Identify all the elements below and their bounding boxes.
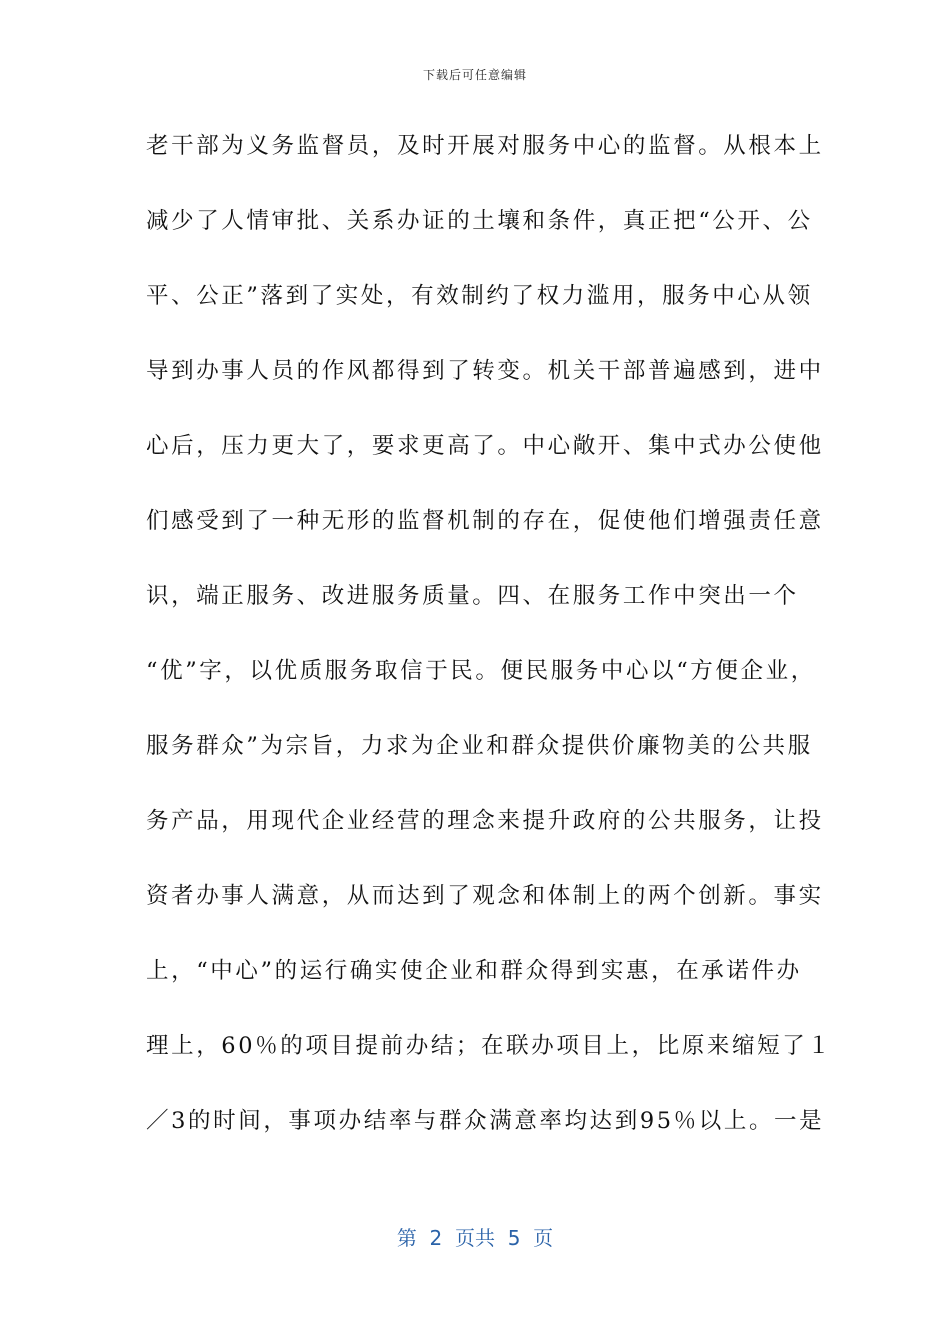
- body-line: 导到办事人员的作风都得到了转变。机关干部普遍感到，进中: [146, 358, 824, 384]
- body-line: 识，端正服务、改进服务质量。四、在服务工作中突出一个: [146, 583, 799, 609]
- body-line: 们感受到了一种无形的监督机制的存在，促使他们增强责任意: [146, 508, 824, 534]
- body-line: 平、公正”落到了实处，有效制约了权力滥用，服务中心从领: [146, 283, 813, 309]
- body-line: 理上，60％的项目提前办结；在联办项目上，比原来缩短了１: [146, 1033, 833, 1059]
- document-body: [146, 122, 833, 1172]
- body-line: 心后，压力更大了，要求更高了。中心敞开、集中式办公使他: [146, 433, 824, 459]
- body-line: 老干部为义务监督员，及时开展对服务中心的监督。从根本上: [146, 133, 824, 159]
- body-line: 务产品，用现代企业经营的理念来提升政府的公共服务，让投: [146, 808, 824, 834]
- body-line: 上，“中心”的运行确实使企业和群众得到实惠，在承诺件办: [146, 958, 802, 984]
- page-header-note: 下载后可任意编辑: [422, 68, 527, 82]
- body-line: “优”字，以优质服务取信于民。便民服务中心以“方便企业，: [146, 658, 816, 684]
- body-line: 服务群众”为宗旨，力求为企业和群众提供价廉物美的公共服: [146, 733, 813, 759]
- body-line: ／3的时间，事项办结率与群众满意率均达到95％以上。一是: [146, 1108, 825, 1134]
- page-number-footer: 第 2 页共 5 页: [396, 1226, 554, 1250]
- body-line: 减少了人情审批、关系办证的土壤和条件，真正把“公开、公: [146, 208, 813, 234]
- body-line: 资者办事人满意，从而达到了观念和体制上的两个创新。事实: [146, 883, 824, 909]
